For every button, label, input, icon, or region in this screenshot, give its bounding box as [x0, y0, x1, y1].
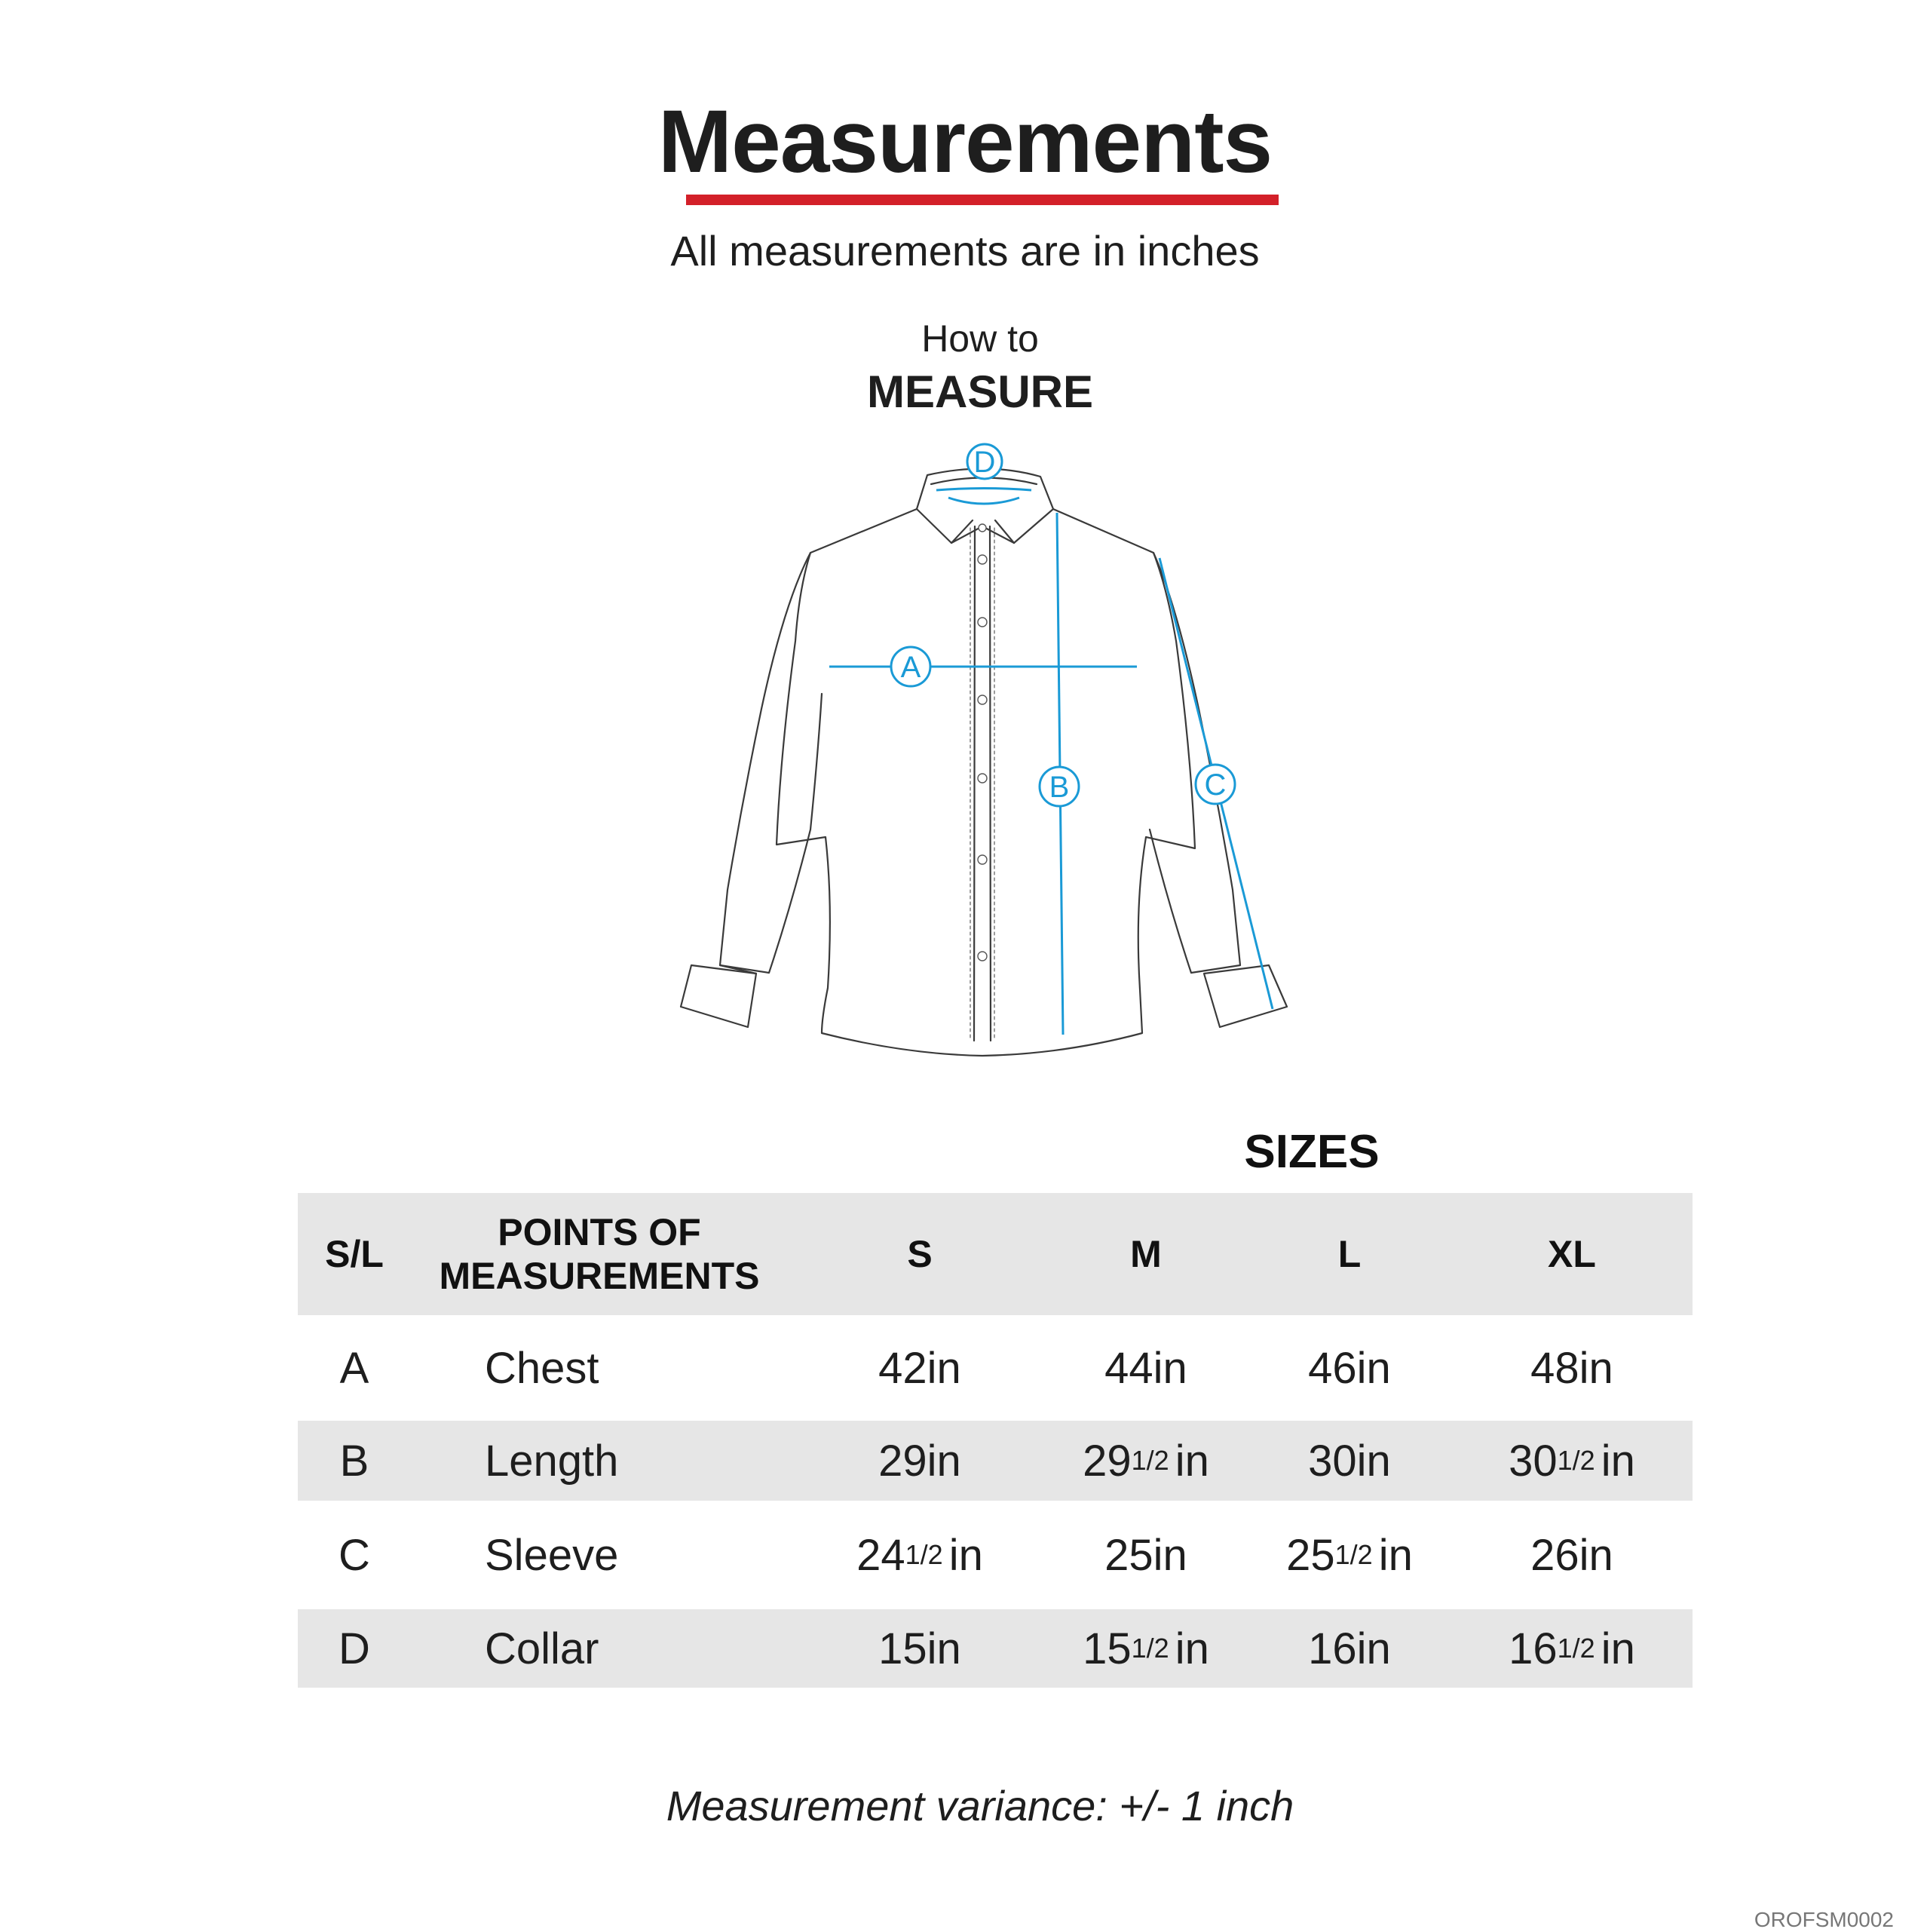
value-l: 25 1/2 in: [1286, 1530, 1413, 1580]
row-point: Chest: [485, 1343, 599, 1393]
svg-text:A: A: [900, 651, 921, 684]
table-header-row: [298, 1193, 1693, 1315]
row-code: A: [339, 1343, 369, 1393]
value-l: 16 in: [1308, 1624, 1391, 1673]
svg-text:D: D: [973, 446, 996, 479]
row-code: C: [339, 1530, 370, 1580]
value-xl: 16 1/2 in: [1509, 1624, 1635, 1673]
value-s: 29 in: [878, 1436, 961, 1486]
header-size-m: M: [1130, 1233, 1162, 1275]
shirt-diagram: [663, 430, 1312, 1063]
shirt-buttons: [978, 524, 987, 961]
marker-d: [967, 444, 1002, 479]
marker-c: [1196, 765, 1235, 804]
value-xl: 26 in: [1530, 1530, 1613, 1580]
header-points: [433, 1193, 765, 1315]
table-row: [298, 1315, 1693, 1421]
row-point: Sleeve: [485, 1530, 619, 1580]
svg-text:B: B: [1049, 771, 1070, 804]
variance-note: Measurement variance: +/- 1 inch: [666, 1782, 1294, 1829]
header-sl: S/L: [325, 1233, 384, 1275]
header-size-s: S: [907, 1233, 933, 1275]
marker-a: [891, 647, 930, 686]
units-subtitle: All measurements are in inches: [670, 227, 1260, 274]
value-l: 46 in: [1308, 1343, 1391, 1393]
row-point: Collar: [485, 1624, 599, 1673]
header-size-xl: XL: [1548, 1233, 1596, 1275]
title-underline: [686, 195, 1279, 205]
marker-b: [1040, 767, 1079, 806]
product-code: OROFSM0002: [1754, 1908, 1894, 1931]
table-row: [298, 1421, 1693, 1501]
value-m: 44 in: [1104, 1343, 1187, 1393]
value-m: 15 1/2 in: [1083, 1624, 1209, 1673]
value-l: 30 in: [1308, 1436, 1391, 1486]
value-s: 15 in: [878, 1624, 961, 1673]
value-m: 29 1/2 in: [1083, 1436, 1209, 1486]
header-points-line2: MEASUREMENTS: [439, 1255, 760, 1297]
table-row: [298, 1501, 1693, 1609]
value-s: 24 1/2 in: [856, 1530, 983, 1580]
header-points-line1: POINTS OF: [498, 1211, 701, 1253]
value-xl: 48 in: [1530, 1343, 1613, 1393]
sizes-heading: SIZES: [1244, 1126, 1380, 1178]
value-xl: 30 1/2 in: [1509, 1436, 1635, 1486]
row-code: D: [339, 1624, 370, 1673]
value-m: 25 in: [1104, 1530, 1187, 1580]
header-size-l: L: [1337, 1233, 1362, 1275]
row-code: B: [339, 1436, 369, 1486]
measurement-lines: [829, 489, 1273, 1035]
row-point: Length: [485, 1436, 619, 1486]
value-s: 42 in: [878, 1343, 961, 1393]
table-row: [298, 1609, 1693, 1688]
how-to-label: How to: [921, 317, 1039, 360]
page-title: Measurements: [657, 92, 1273, 192]
measure-label: MEASURE: [866, 366, 1094, 417]
svg-text:C: C: [1204, 768, 1227, 802]
